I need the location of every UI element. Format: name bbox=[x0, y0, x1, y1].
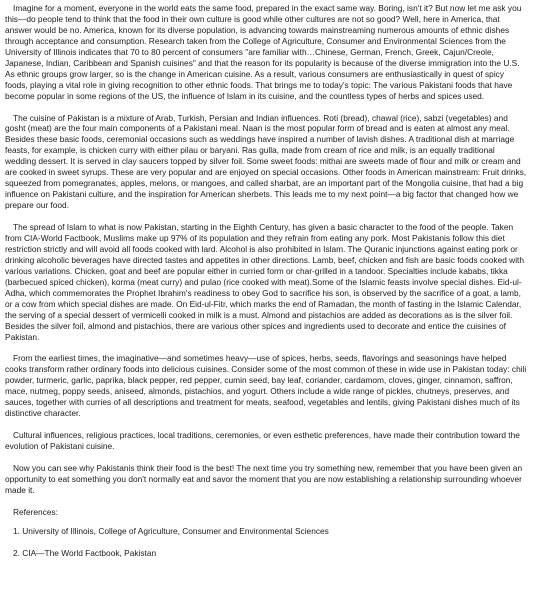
essay-paragraph-spices: From the earliest times, the imaginative—and sometimes heavy—use of spices, herbs, seeds, flavorings and seasonings have helped cooks transform rather ordinary foods into delicious cuisines. Consider some of the most common of these in wide use in Pakistan today: chili powder, turmeric, garlic, paprika, black pepper, red pepper, cumin seed, bay leaf, coriander, cardamom, cloves, ginger, cinnamon, saffron, mace, nutmeg, poppy seeds, aniseed, almonds, pistachios, and yogurt. Others include a wide range of pickles, chutneys, preserves, and sauces, together with curries of all descriptions and treatment for meats, seafood, vegetables and lentils, giving Pakistani dishes much of its distinctive character. bbox=[5, 353, 527, 419]
essay-document bbox=[5, 3, 528, 570]
essay-paragraph-islam: The spread of Islam to what is now Pakistan, starting in the Eighth Century, has given a basic character to the food of the people. Taken from CIA-World Factbook, Muslims make up 97% of its population and they refrain from eating any pork. Most Pakistanis follow this diet restriction strictly and will avoid all foods cooked with lard. Alcohol is also prohibited in Islam. The Quranic injunctions against eating pork or drinking alcoholic beverages have directed tastes and appetites in other directions. Lamb, beef, chicken and fish are basic foods cooked with various variations. Chicken, goat and beef are popular either in curried form or char-grilled in a tandoor. Specialties include kababs, tikka (barbecued spiced chicken), korma (meat curry) and pulao (rice cooked with meat).Some of the Islamic feasts involve special dishes. Eid-ul-Adha, which commemorates the Prophet Ibrahim's readiness to obey God to sacrifice his son, is observed by the sacrifice of a goat, a lamb, or a cow from which special dishes are made. On Eid-ul-Fitr, which marks the end of Ramadan, the month of fasting in the Islamic Calendar, the serving of a special dessert of vermicelli cooked in milk is a must. Almond and pistachios are added as decorations as is the silver foil. Besides the silver foil, almond and pistachios, there are various other spices and ingredients used to decorate and entice the cuisines of Pakistan. bbox=[5, 222, 525, 342]
essay-paragraph-cuisine: The cuisine of Pakistan is a mixture of Arab, Turkish, Persian and Indian influences. Roti (bread), chawal (rice), sabzi (vegetables) and gosht (meat) are the four main components of a Pakistani meal. Naan is the most popular form of bread and is eaten at almost any meal. Besides these basic foods, ceremonial occasions such as weddings have inspired a number of lavish dishes. A traditional dish at marriage feasts, for example, is chicken curry with either pilau or baryani. Ras gulla, made from cream of rice and milk, is an equally traditional wedding dessert. It is served in clay saucers topped by silver foil. Some sweet foods: mithai are sweets made of flour and milk or cream and are cooked in sweet syrups. These are very popular and are enjoyed on special occasions. Other foods in American mainstream: Fruit drinks, squeezed from pomegranates, apples, melons, or mangoes, and called sharbat, are an important part of the Mongolia cuisine, that had a big influence on Pakistani culture, and the inspiration for American sherbets. This leads me to my next point—a big factor that changed how we prepare our food. bbox=[5, 112, 527, 211]
essay-paragraph-influences: Cultural influences, religious practices, local traditions, ceremonies, or even esthetic preferences, have made their contribution toward the evolution of Pakistani cuisine. bbox=[5, 430, 520, 452]
essay-paragraph-intro: Imagine for a moment, everyone in the world eats the same food, prepared in the exact same way. Boring, isn't it? But now let me ask you this—do people tend to think that the food in their own culture is good while other cultures are not so good? Well, here in America, that answer would be no. America, known for its diverse population, is advancing towards mainstreaming numerous amounts of ethnic dishes through acceptance and consumption. Research taken from the College of Agriculture, Consumer and Environmental Sciences from the University of Illinois indicates that 70 to 80 percent of consumers "are familiar with…Chinese, German, French, Greek, Cajun/Creole, Japanese, Indian, Caribbean and Spanish cuisines" and that the reason for its popularity is because of the diverse immigration into the U.S. As ethnic groups grow larger, so is the change in American cuisine. As a result, various consumers are enthusiastically in quest of spicy foods, playing a vital role in giving recognition to other ethnic foods. That brings me to today's topic: The various Pakistani foods that have become popular in some regions of the US, the influence of Islam in its cuisine, and the countless types of herbs and spices used. bbox=[5, 3, 522, 101]
reference-item: 2. CIA—The World Factbook, Pakistan bbox=[13, 547, 157, 558]
reference-item: 1. University of Illinois, College of Agriculture, Consumer and Environmental Sciences bbox=[13, 525, 329, 536]
essay-paragraph-conclusion: Now you can see why Pakistanis think their food is the best! The next time you try something new, remember that you have been given an opportunity to eat something you don't normally eat and savor the moment that you are now establishing a relationship surrounding whoever made it. bbox=[5, 462, 523, 495]
references-heading: References: bbox=[13, 506, 58, 517]
